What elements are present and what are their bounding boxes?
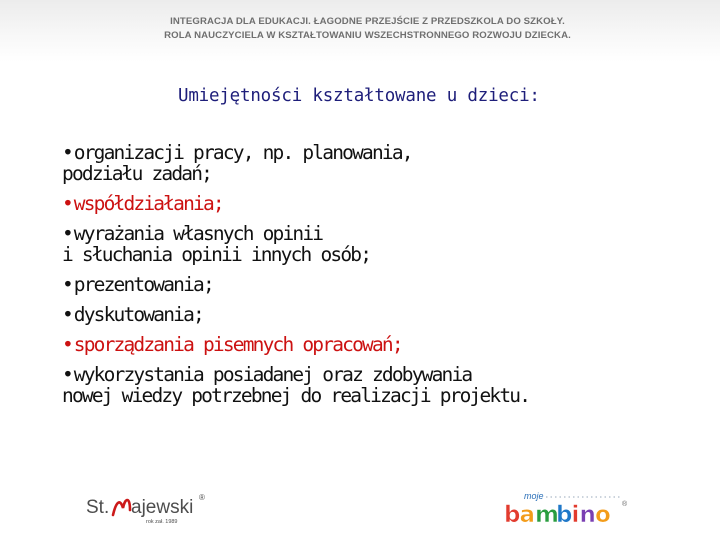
logo-registered-mark: ® xyxy=(199,493,205,502)
bullet-text: wykorzystania posiadanej oraz zdobywania nowej wiedzy potrzebnej do realizacji projektu. xyxy=(62,363,530,407)
header-title-line1: INTEGRACJA DLA EDUKACJI. ŁAGODNE PRZEJŚCIE Z PRZEDSZKOLA DO SZKOŁY. xyxy=(170,16,565,27)
bullet-dot-icon: • xyxy=(62,141,74,164)
logo-bambino-letter: n xyxy=(579,502,596,528)
logo-bambino-letter: o xyxy=(595,502,611,528)
logo-bambino-letter: b xyxy=(504,502,521,528)
slide-title: Umiejętności kształtowane u dzieci: xyxy=(178,86,540,106)
moje-bambino-logo xyxy=(500,488,635,528)
bullet-item xyxy=(62,334,662,355)
logo-bambino-letter: i xyxy=(571,502,580,528)
bullet-dot-icon: • xyxy=(62,333,74,356)
bullet-dot-icon: • xyxy=(62,222,74,245)
bullet-text: wyrażania własnych opinii i słuchania opinii innych osób; xyxy=(62,222,371,266)
bullet-text: prezentowania; xyxy=(73,273,213,296)
logo-tagline: rok zał. 1989 xyxy=(146,519,178,525)
logo-bambino-letter: b xyxy=(556,502,573,528)
bullet-text: sporządzania pisemnych opracowań; xyxy=(73,333,402,356)
bullet-text: organizacji pracy, np. planowania, podziału zadań; xyxy=(62,141,412,185)
bullet-item xyxy=(62,142,662,184)
bullet-item xyxy=(62,304,662,325)
logo-st-text: St. xyxy=(86,497,110,518)
logo-registered-mark-right: ® xyxy=(622,501,628,508)
bullet-text: współdziałania; xyxy=(73,192,223,215)
bullet-item xyxy=(62,274,662,295)
bullet-text: dyskutowania; xyxy=(73,303,203,326)
logo-bambino-letter: m xyxy=(535,502,559,528)
bullet-list xyxy=(62,142,662,415)
bullet-dot-icon: • xyxy=(62,192,74,215)
bullet-dot-icon: • xyxy=(62,303,74,326)
logo-bambino-letter: a xyxy=(519,502,536,528)
logo-brand-text: ajewski xyxy=(131,497,194,518)
logo-m-swoosh xyxy=(113,500,130,515)
header-title-line2: ROLA NAUCZYCIELA W KSZTAŁTOWANIU WSZECHSTRONNEGO ROZWOJU DZIECKA. xyxy=(164,30,571,41)
bullet-dot-icon: • xyxy=(62,363,74,386)
logo-bambino-letters xyxy=(504,502,611,528)
bullet-item xyxy=(62,223,662,265)
bullet-item xyxy=(62,364,662,406)
bullet-item xyxy=(62,193,662,214)
st-majewski-logo xyxy=(86,488,216,528)
bullet-dot-icon: • xyxy=(62,273,74,296)
logo-moje-text: moje xyxy=(524,491,544,501)
